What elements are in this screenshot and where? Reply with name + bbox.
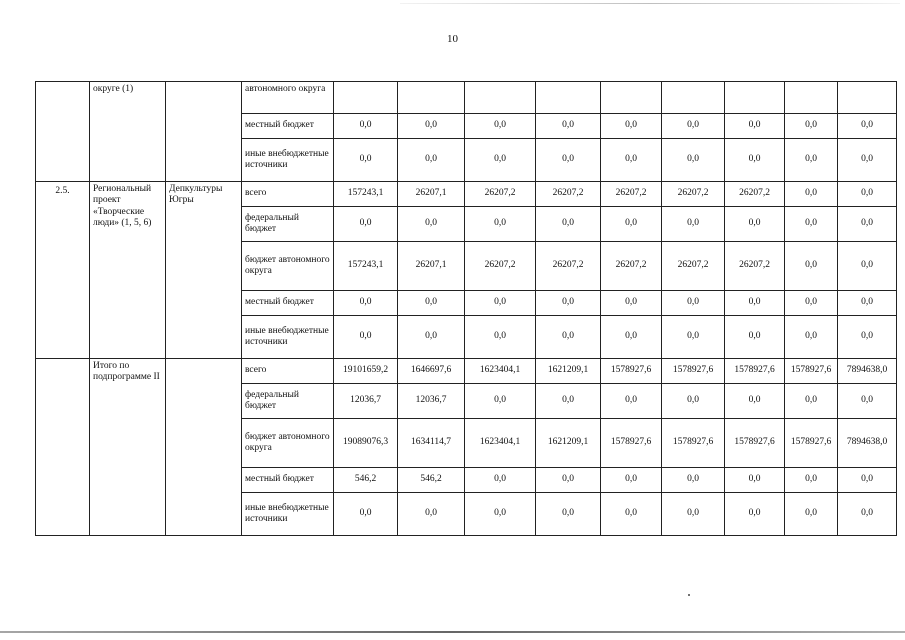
- amount-cell: 0,0: [601, 114, 662, 139]
- amount-cell: 0,0: [536, 384, 601, 419]
- amount-cell: 0,0: [601, 316, 662, 359]
- amount-cell: 0,0: [662, 139, 725, 182]
- amount-cell: 0,0: [838, 114, 897, 139]
- amount-cell: 26207,2: [465, 182, 536, 207]
- amount-cell: 0,0: [601, 468, 662, 493]
- amount-cell: 0,0: [838, 182, 897, 207]
- amount-cell: 546,2: [398, 468, 465, 493]
- amount-cell: 0,0: [838, 384, 897, 419]
- amount-cell: 0,0: [601, 384, 662, 419]
- amount-cell: 1578927,6: [662, 359, 725, 384]
- section-name: Региональный проект «Творческие люди» (1, 5, 6): [90, 182, 166, 359]
- amount-cell: 0,0: [465, 291, 536, 316]
- amount-cell: 0,0: [601, 207, 662, 242]
- amount-cell: 0,0: [662, 291, 725, 316]
- amount-cell: 1578927,6: [662, 419, 725, 468]
- amount-cell: [334, 82, 398, 114]
- amount-cell: 0,0: [536, 493, 601, 536]
- amount-cell: 19101659,2: [334, 359, 398, 384]
- amount-cell: [536, 82, 601, 114]
- section-executor: [166, 359, 242, 536]
- scan-dot: [688, 594, 690, 596]
- amount-cell: 26207,1: [398, 182, 465, 207]
- amount-cell: 0,0: [725, 291, 785, 316]
- amount-cell: 0,0: [536, 207, 601, 242]
- amount-cell: 0,0: [725, 468, 785, 493]
- amount-cell: 0,0: [465, 493, 536, 536]
- amount-cell: 0,0: [725, 139, 785, 182]
- amount-cell: 26207,2: [601, 242, 662, 291]
- amount-cell: 26207,2: [725, 182, 785, 207]
- amount-cell: 1646697,6: [398, 359, 465, 384]
- amount-cell: 0,0: [536, 291, 601, 316]
- amount-cell: 0,0: [536, 316, 601, 359]
- amount-cell: 0,0: [398, 493, 465, 536]
- amount-cell: 26207,2: [536, 182, 601, 207]
- amount-cell: 0,0: [465, 384, 536, 419]
- amount-cell: 1621209,1: [536, 419, 601, 468]
- amount-cell: 0,0: [725, 207, 785, 242]
- amount-cell: 0,0: [662, 207, 725, 242]
- amount-cell: 0,0: [838, 316, 897, 359]
- amount-cell: 0,0: [785, 316, 838, 359]
- amount-cell: 0,0: [785, 384, 838, 419]
- amount-cell: 0,0: [465, 139, 536, 182]
- funding-source: иные внебюджетные источники: [242, 139, 334, 182]
- amount-cell: 0,0: [662, 493, 725, 536]
- amount-cell: 1578927,6: [601, 419, 662, 468]
- funding-source: местный бюджет: [242, 291, 334, 316]
- amount-cell: 0,0: [334, 114, 398, 139]
- section-name: Итого по подпрограмме II: [90, 359, 166, 536]
- amount-cell: 1623404,1: [465, 419, 536, 468]
- amount-cell: [725, 82, 785, 114]
- amount-cell: 0,0: [662, 316, 725, 359]
- amount-cell: 1578927,6: [725, 359, 785, 384]
- amount-cell: 0,0: [785, 468, 838, 493]
- amount-cell: 26207,2: [601, 182, 662, 207]
- amount-cell: 0,0: [662, 384, 725, 419]
- amount-cell: 0,0: [334, 316, 398, 359]
- amount-cell: [601, 82, 662, 114]
- funding-source: бюджет автономного округа: [242, 419, 334, 468]
- amount-cell: 0,0: [334, 493, 398, 536]
- amount-cell: 26207,1: [398, 242, 465, 291]
- amount-cell: 0,0: [536, 114, 601, 139]
- amount-cell: [785, 82, 838, 114]
- amount-cell: 0,0: [662, 114, 725, 139]
- amount-cell: 0,0: [601, 291, 662, 316]
- amount-cell: 0,0: [601, 493, 662, 536]
- amount-cell: 0,0: [662, 468, 725, 493]
- amount-cell: 0,0: [398, 114, 465, 139]
- amount-cell: 1578927,6: [785, 359, 838, 384]
- funding-source: иные внебюджетные источники: [242, 493, 334, 536]
- table-row: [36, 82, 897, 114]
- section-name: округе (1): [90, 82, 166, 182]
- amount-cell: 546,2: [334, 468, 398, 493]
- amount-cell: 0,0: [725, 114, 785, 139]
- amount-cell: 7894638,0: [838, 359, 897, 384]
- amount-cell: [398, 82, 465, 114]
- amount-cell: 0,0: [334, 139, 398, 182]
- amount-cell: [838, 82, 897, 114]
- funding-source: бюджет автономного округа: [242, 242, 334, 291]
- amount-cell: 0,0: [838, 468, 897, 493]
- funding-source: всего: [242, 182, 334, 207]
- amount-cell: 1621209,1: [536, 359, 601, 384]
- amount-cell: 0,0: [398, 139, 465, 182]
- amount-cell: 26207,2: [662, 242, 725, 291]
- amount-cell: 157243,1: [334, 182, 398, 207]
- amount-cell: 0,0: [465, 468, 536, 493]
- amount-cell: 0,0: [785, 182, 838, 207]
- section-code: [36, 359, 90, 536]
- amount-cell: 12036,7: [334, 384, 398, 419]
- amount-cell: 0,0: [785, 114, 838, 139]
- section-executor: [166, 82, 242, 182]
- funding-source: автономного округа: [242, 82, 334, 114]
- table-row: [36, 182, 897, 207]
- amount-cell: 0,0: [838, 493, 897, 536]
- amount-cell: 0,0: [725, 384, 785, 419]
- amount-cell: 0,0: [838, 207, 897, 242]
- amount-cell: 0,0: [536, 468, 601, 493]
- amount-cell: 12036,7: [398, 384, 465, 419]
- amount-cell: 0,0: [785, 242, 838, 291]
- amount-cell: 1623404,1: [465, 359, 536, 384]
- page-number: 10: [447, 33, 458, 45]
- amount-cell: 0,0: [398, 316, 465, 359]
- amount-cell: 1578927,6: [601, 359, 662, 384]
- funding-source: федеральный бюджет: [242, 384, 334, 419]
- amount-cell: 0,0: [465, 207, 536, 242]
- section-code: [36, 82, 90, 182]
- amount-cell: 1634114,7: [398, 419, 465, 468]
- section-code: 2.5.: [36, 182, 90, 359]
- amount-cell: 0,0: [785, 493, 838, 536]
- amount-cell: 0,0: [334, 291, 398, 316]
- amount-cell: 19089076,3: [334, 419, 398, 468]
- amount-cell: 0,0: [334, 207, 398, 242]
- amount-cell: 26207,2: [725, 242, 785, 291]
- amount-cell: 0,0: [465, 316, 536, 359]
- amount-cell: 26207,2: [465, 242, 536, 291]
- scan-artifact-bottom: [0, 631, 905, 633]
- section-executor: Депкультуры Югры: [166, 182, 242, 359]
- table-row: [36, 359, 897, 384]
- amount-cell: 0,0: [785, 291, 838, 316]
- amount-cell: 0,0: [838, 139, 897, 182]
- amount-cell: 26207,2: [662, 182, 725, 207]
- scan-artifact-top: [400, 3, 900, 4]
- amount-cell: 0,0: [601, 139, 662, 182]
- amount-cell: 157243,1: [334, 242, 398, 291]
- amount-cell: 7894638,0: [838, 419, 897, 468]
- amount-cell: 0,0: [838, 242, 897, 291]
- amount-cell: 0,0: [785, 207, 838, 242]
- amount-cell: 0,0: [725, 316, 785, 359]
- funding-source: местный бюджет: [242, 114, 334, 139]
- funding-source: местный бюджет: [242, 468, 334, 493]
- funding-source: иные внебюджетные источники: [242, 316, 334, 359]
- amount-cell: 0,0: [398, 207, 465, 242]
- amount-cell: 0,0: [465, 114, 536, 139]
- amount-cell: 1578927,6: [785, 419, 838, 468]
- funding-source: федеральный бюджет: [242, 207, 334, 242]
- amount-cell: 0,0: [398, 291, 465, 316]
- amount-cell: 0,0: [725, 493, 785, 536]
- amount-cell: 0,0: [838, 291, 897, 316]
- amount-cell: 26207,2: [536, 242, 601, 291]
- amount-cell: 1578927,6: [725, 419, 785, 468]
- amount-cell: [662, 82, 725, 114]
- amount-cell: 0,0: [785, 139, 838, 182]
- funding-source: всего: [242, 359, 334, 384]
- funding-table: [35, 81, 897, 536]
- amount-cell: [465, 82, 536, 114]
- amount-cell: 0,0: [536, 139, 601, 182]
